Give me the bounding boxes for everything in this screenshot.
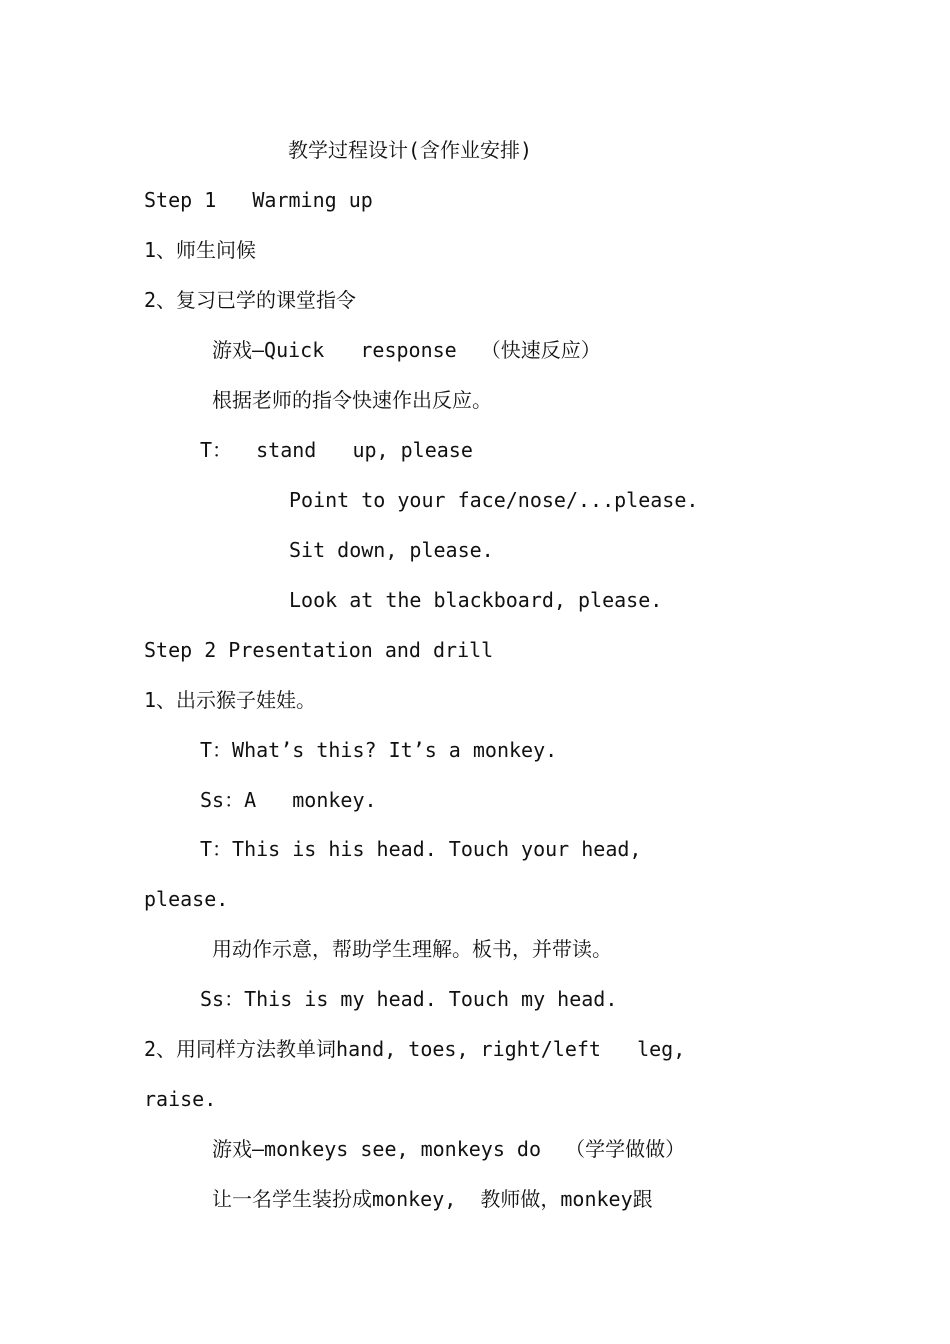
game-monkeys-instruction: 让一名学生装扮成monkey, 教师做，monkey跟 [212, 1187, 653, 1211]
teacher-command-4: Look at the blackboard, please. [289, 588, 663, 612]
dialogue-students-1: Ss：A monkey. [200, 788, 377, 812]
game-instruction: 根据老师的指令快速作出反应。 [212, 388, 492, 412]
step-2-item-2: 2、用同样方法教单词hand, toes, right/left leg, [144, 1037, 686, 1061]
game-quick-response: 游戏—Quick response （快速反应） [212, 338, 601, 362]
step-2-item-2-cont: raise. [144, 1087, 217, 1111]
step-1-item-2: 2、复习已学的课堂指令 [144, 288, 357, 312]
page-title: 教学过程设计(含作业安排) [288, 138, 533, 162]
step-1-item-1: 1、师生问候 [144, 238, 257, 262]
teacher-command-1: T： stand up, please [200, 438, 473, 462]
step-2-item-1: 1、出示猴子娃娃。 [144, 688, 317, 712]
step-1-heading: Step 1 Warming up [144, 188, 373, 212]
teacher-command-2: Point to your face/nose/...please. [289, 488, 699, 512]
teaching-note: 用动作示意，帮助学生理解。板书，并带读。 [212, 937, 612, 961]
dialogue-teacher-2: T：This is his head. Touch your head, [200, 837, 642, 861]
game-monkeys-see: 游戏—monkeys see, monkeys do （学学做做） [212, 1137, 686, 1161]
dialogue-teacher-2-cont: please. [144, 887, 229, 911]
teacher-command-3: Sit down, please. [289, 538, 494, 562]
dialogue-teacher-1: T：What’s this? It’s a monkey. [200, 738, 558, 762]
dialogue-students-2: Ss：This is my head. Touch my head. [200, 987, 618, 1011]
step-2-heading: Step 2 Presentation and drill [144, 638, 494, 662]
